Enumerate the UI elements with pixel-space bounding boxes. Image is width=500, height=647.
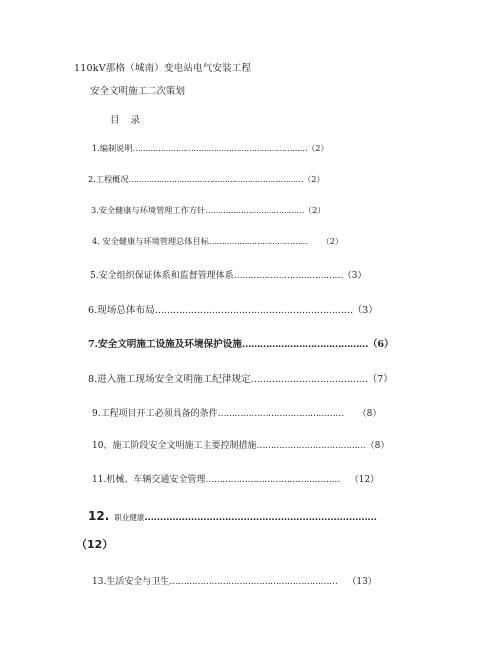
toc-label: 9.工程项目开工必须具备的条件	[92, 409, 218, 419]
toc-leader: …………………………………………………………………	[144, 512, 377, 523]
toc-entry-9	[92, 406, 381, 419]
toc-leader: …………………………………	[205, 205, 304, 215]
toc-entry-6	[88, 302, 378, 316]
toc-entry-7	[88, 336, 394, 350]
toc-entry-5	[90, 268, 367, 281]
toc-page: （12）	[349, 475, 380, 485]
toc-label: 3.安全健康与环境管理工作方针	[91, 205, 206, 215]
toc-page: （2）	[307, 143, 329, 153]
toc-entry-12	[88, 505, 377, 524]
toc-heading: 目 录	[110, 115, 145, 126]
toc-leader: …………………………………	[250, 374, 368, 385]
toc-page: （8）	[357, 409, 382, 419]
toc-leader: ……………………………………………………………	[128, 174, 304, 184]
toc-page: （2）	[303, 205, 326, 215]
toc-label: 2.工程概况	[88, 174, 129, 184]
toc-label: 4. 安全健康与环境管理总体目标	[92, 236, 209, 246]
toc-page: （3）	[342, 271, 367, 281]
toc-page: （6）	[367, 339, 394, 350]
toc-page: （3）	[352, 305, 378, 316]
toc-label: 11.机械、车辆交通安全管理	[92, 475, 206, 485]
document-subtitle: 安全文明施工二次策划	[90, 86, 186, 97]
toc-entry-13	[92, 574, 377, 587]
toc-leader: …………………………………	[208, 236, 308, 246]
toc-leader: ……………………………………………………………	[132, 143, 308, 153]
toc-entry-2	[88, 174, 325, 185]
toc-leader: ……………………………………………………	[169, 577, 338, 587]
toc-label: 6.现场总体布局	[88, 305, 155, 316]
toc-entry-1	[92, 143, 329, 154]
toc-entry-8	[88, 371, 393, 385]
toc-entry-4	[92, 236, 343, 247]
toc-page-12: （12）	[76, 538, 114, 551]
toc-page: （2）	[321, 236, 344, 246]
document-title: 110kV那格（城南）变电站电气安装工程	[74, 63, 252, 74]
toc-entry-10	[92, 438, 389, 451]
toc-entry-3	[91, 205, 325, 216]
toc-leader: ……………………………………	[241, 339, 368, 350]
toc-leader: ………………………………………	[217, 409, 344, 419]
toc-page: （8）	[365, 441, 390, 451]
toc-label: 1.编制说明	[92, 143, 133, 153]
toc-page: （7）	[367, 374, 393, 385]
toc-label: 8.进入施工现场安全文明施工纪律规定	[88, 374, 251, 385]
toc-label: 13.生活安全与卫生	[92, 577, 170, 587]
toc-leader: …………………………………………	[205, 475, 340, 485]
toc-label: 10、施工阶段安全文明施工主要控制措施	[92, 441, 257, 451]
toc-page: （13）	[347, 577, 377, 587]
toc-label: 7.安全文明施工设施及环境保护设施	[88, 339, 242, 350]
toc-label: 5.安全组织保证体系和监督管理体系	[90, 271, 234, 281]
toc-leader: …………………………………………………………	[154, 305, 353, 316]
toc-entry-11	[92, 472, 379, 485]
toc-page: （2）	[303, 174, 325, 184]
toc-leader: …………………………………	[233, 271, 343, 281]
toc-label: 职业健康	[114, 513, 145, 522]
toc-leader: …………………………………	[256, 441, 366, 451]
toc-number: 12.	[88, 509, 110, 523]
